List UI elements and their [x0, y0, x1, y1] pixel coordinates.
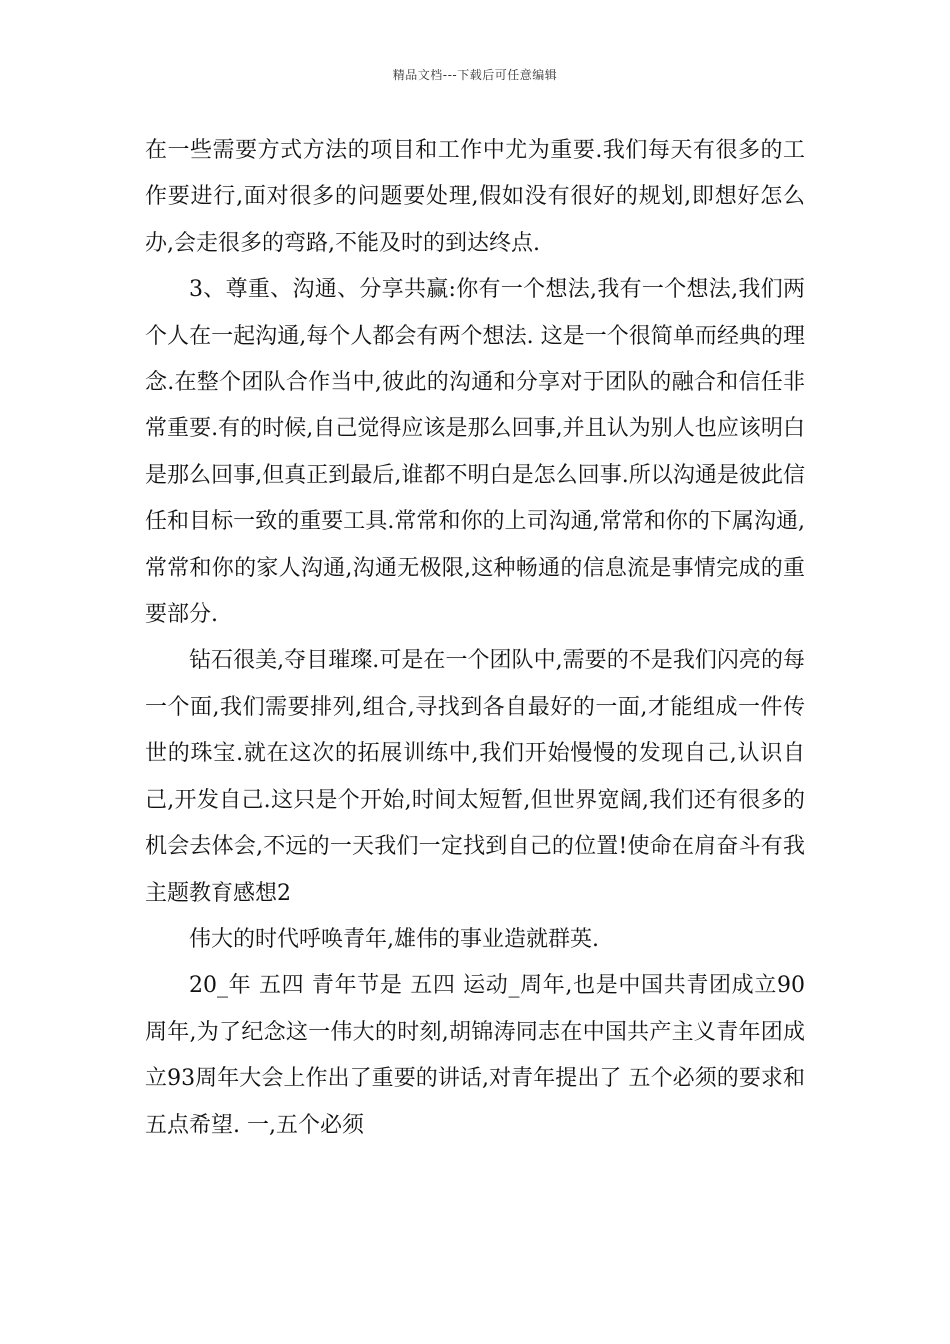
paragraph-4: 伟大的时代呼唤青年,雄伟的事业造就群英.: [189, 926, 599, 952]
document-body: [145, 128, 805, 1149]
paragraph-1: 在一些需要方式方法的项目和工作中尤为重要.我们每天有很多的工作要进行,面对很多的问题要处理,假如没有很好的规划,即想好怎么办,会走很多的弯路,不能及时的到达终点.: [145, 138, 805, 256]
paragraph-2: 3、尊重、沟通、分享共赢:你有一个想法,我有一个想法,我们两个人在一起沟通,每个人都会有两个想法. 这是一个很简单而经典的理念.在整个团队合作当中,彼此的沟通和分享对于团队的融合和信任非常重要.有的时候,自己觉得应该是那么回事,并且认为别人也应该明白是那么回事,但真正到最后,谁都不明白是怎么回事.所以沟通是彼此信任和目标一致的重要工具.常常和你的上司沟通,常常和你的下属沟通,常常和你的家人沟通,沟通无极限,这种畅通的信息流是事情完成的重要部分.: [145, 277, 805, 628]
paragraph-3: 钻石很美,夺目璀璨.可是在一个团队中,需要的不是我们闪亮的每一个面,我们需要排列,组合,寻找到各自最好的一面,才能组成一件传世的珠宝.就在这次的拓展训练中,我们开始慢慢的发现自己,认识自己,开发自己.这只是个开始,时间太短暂,但世界宽阔,我们还有很多的机会去体会,不远的一天我们一定找到自己的位置!使命在肩奋斗有我主题教育感想2: [145, 648, 805, 906]
paragraph-5: 20_年 五四 青年节是 五四 运动_周年,也是中国共青团成立90周年,为了纪念这一伟大的时刻,胡锦涛同志在中国共产主义青年团成立93周年大会上作出了重要的讲话,对青年提出了 五个必须的要求和五点希望. 一,五个必须: [145, 973, 805, 1138]
page-header: 精品文档---下载后可任意编辑: [392, 68, 558, 82]
